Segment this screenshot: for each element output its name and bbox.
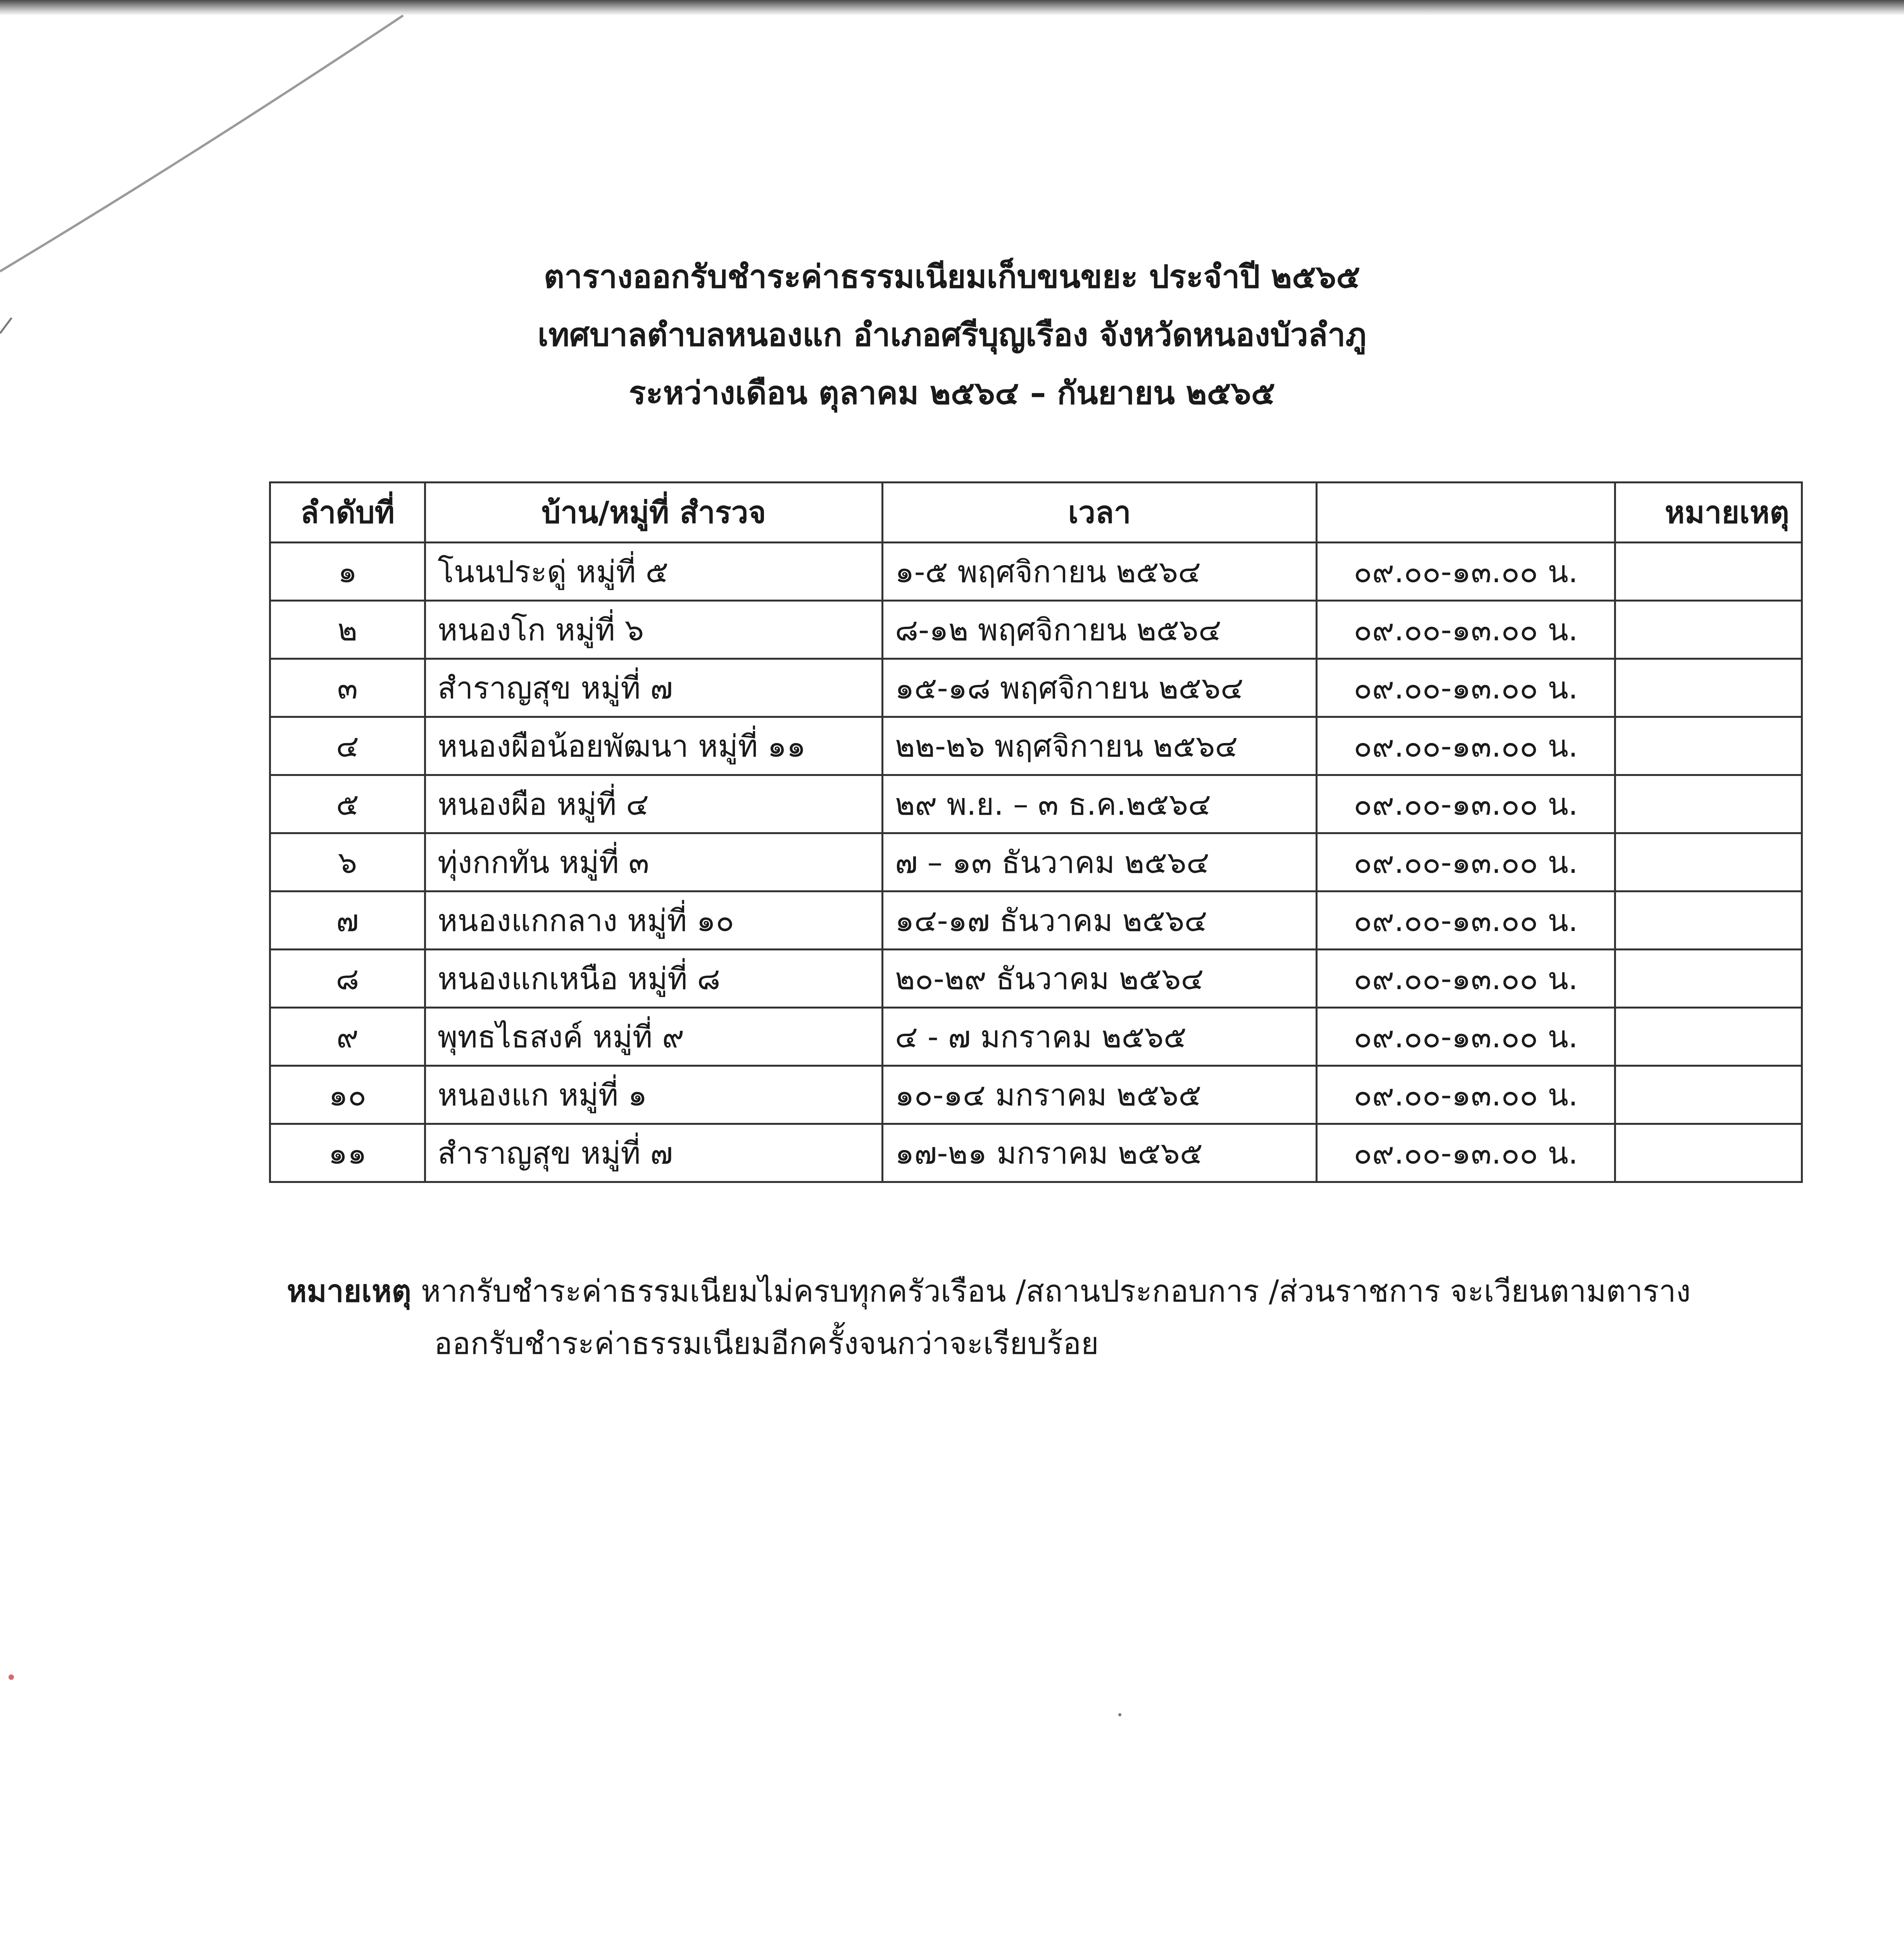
cell-date: ๑๔-๑๗ ธันวาคม ๒๕๖๔ bbox=[883, 891, 1317, 950]
cell-remark bbox=[1615, 1066, 1802, 1124]
cell-village: สำราญสุข หมู่ที่ ๗ bbox=[425, 1124, 883, 1182]
cell-village: พุทธไธสงค์ หมู่ที่ ๙ bbox=[425, 1008, 883, 1066]
header-date: เวลา bbox=[883, 483, 1317, 543]
cell-time: ๐๙.๐๐-๑๓.๐๐ น. bbox=[1317, 717, 1615, 775]
cell-remark bbox=[1615, 717, 1802, 775]
footnote bbox=[287, 1266, 1799, 1370]
table-row bbox=[270, 659, 1802, 717]
document-title bbox=[0, 248, 1904, 422]
table-row bbox=[270, 601, 1802, 659]
header-village: บ้าน/หมู่ที่ สำรวจ bbox=[425, 483, 883, 543]
scan-speck bbox=[1118, 1713, 1121, 1716]
footnote-line-1 bbox=[287, 1266, 1799, 1318]
cell-no: ๒ bbox=[270, 601, 425, 659]
cell-no: ๖ bbox=[270, 833, 425, 891]
table-row bbox=[270, 1066, 1802, 1124]
cell-village: ทุ่งกกทัน หมู่ที่ ๓ bbox=[425, 833, 883, 891]
cell-date: ๒๐-๒๙ ธันวาคม ๒๕๖๔ bbox=[883, 950, 1317, 1008]
footnote-text-2: ออกรับชำระค่าธรรมเนียมอีกครั้งจนกว่าจะเรียบร้อย bbox=[434, 1326, 1099, 1361]
cell-no: ๕ bbox=[270, 775, 425, 833]
cell-time: ๐๙.๐๐-๑๓.๐๐ น. bbox=[1317, 891, 1615, 950]
title-line-2: เทศบาลตำบลหนองแก อำเภอศรีบุญเรือง จังหวัดหนองบัวลำภู bbox=[537, 317, 1367, 353]
cell-date: ๔ - ๗ มกราคม ๒๕๖๕ bbox=[883, 1008, 1317, 1066]
collection-schedule-table bbox=[269, 481, 1803, 1183]
cell-time: ๐๙.๐๐-๑๓.๐๐ น. bbox=[1317, 601, 1615, 659]
footnote-text-1: หากรับชำระค่าธรรมเนียมไม่ครบทุกครัวเรือน /สถานประกอบการ /ส่วนราชการ จะเวียนตามตาราง bbox=[421, 1274, 1691, 1309]
cell-date: ๑-๕ พฤศจิกายน ๒๕๖๔ bbox=[883, 543, 1317, 601]
cell-village: โนนประดู่ หมู่ที่ ๕ bbox=[425, 543, 883, 601]
cell-no: ๓ bbox=[270, 659, 425, 717]
cell-date: ๗ – ๑๓ ธันวาคม ๒๕๖๔ bbox=[883, 833, 1317, 891]
cell-village: หนองแกกลาง หมู่ที่ ๑๐ bbox=[425, 891, 883, 950]
cell-time: ๐๙.๐๐-๑๓.๐๐ น. bbox=[1317, 775, 1615, 833]
cell-time: ๐๙.๐๐-๑๓.๐๐ น. bbox=[1317, 1066, 1615, 1124]
table-row bbox=[270, 717, 1802, 775]
table-row bbox=[270, 891, 1802, 950]
cell-remark bbox=[1615, 1124, 1802, 1182]
cell-no: ๑ bbox=[270, 543, 425, 601]
cell-village: หนองโก หมู่ที่ ๖ bbox=[425, 601, 883, 659]
title-line-3: ระหว่างเดือน ตุลาคม ๒๕๖๔ – กันยายน ๒๕๖๕ bbox=[629, 375, 1275, 412]
cell-remark bbox=[1615, 891, 1802, 950]
table-header-row bbox=[270, 483, 1802, 543]
header-no: ลำดับที่ bbox=[270, 483, 425, 543]
cell-date: ๘-๑๒ พฤศจิกายน ๒๕๖๔ bbox=[883, 601, 1317, 659]
table-row bbox=[270, 1124, 1802, 1182]
cell-remark bbox=[1615, 1008, 1802, 1066]
table-row bbox=[270, 775, 1802, 833]
cell-village: หนองผือ หมู่ที่ ๔ bbox=[425, 775, 883, 833]
cell-date: ๒๙ พ.ย. – ๓ ธ.ค.๒๕๖๔ bbox=[883, 775, 1317, 833]
cell-time: ๐๙.๐๐-๑๓.๐๐ น. bbox=[1317, 833, 1615, 891]
table-row bbox=[270, 1008, 1802, 1066]
cell-village: สำราญสุข หมู่ที่ ๗ bbox=[425, 659, 883, 717]
cell-time: ๐๙.๐๐-๑๓.๐๐ น. bbox=[1317, 1008, 1615, 1066]
cell-village: หนองผือน้อยพัฒนา หมู่ที่ ๑๑ bbox=[425, 717, 883, 775]
table-row bbox=[270, 543, 1802, 601]
cell-remark bbox=[1615, 601, 1802, 659]
cell-no: ๑๑ bbox=[270, 1124, 425, 1182]
cell-no: ๘ bbox=[270, 950, 425, 1008]
scan-speck-red bbox=[9, 1674, 14, 1680]
cell-remark bbox=[1615, 950, 1802, 1008]
cell-date: ๑๕-๑๘ พฤศจิกายน ๒๕๖๔ bbox=[883, 659, 1317, 717]
footnote-label: หมายเหตุ bbox=[287, 1274, 412, 1309]
cell-remark bbox=[1615, 543, 1802, 601]
cell-no: ๗ bbox=[270, 891, 425, 950]
table-row bbox=[270, 950, 1802, 1008]
cell-no: ๙ bbox=[270, 1008, 425, 1066]
cell-time: ๐๙.๐๐-๑๓.๐๐ น. bbox=[1317, 543, 1615, 601]
cell-time: ๐๙.๐๐-๑๓.๐๐ น. bbox=[1317, 659, 1615, 717]
cell-remark bbox=[1615, 833, 1802, 891]
header-time bbox=[1317, 483, 1615, 543]
cell-village: หนองแกเหนือ หมู่ที่ ๘ bbox=[425, 950, 883, 1008]
cell-date: ๑๐-๑๔ มกราคม ๒๕๖๕ bbox=[883, 1066, 1317, 1124]
cell-village: หนองแก หมู่ที่ ๑ bbox=[425, 1066, 883, 1124]
title-line-1: ตารางออกรับชำระค่าธรรมเนียมเก็บขนขยะ ประจำปี ๒๕๖๕ bbox=[543, 259, 1361, 295]
cell-no: ๑๐ bbox=[270, 1066, 425, 1124]
cell-remark bbox=[1615, 659, 1802, 717]
cell-time: ๐๙.๐๐-๑๓.๐๐ น. bbox=[1317, 1124, 1615, 1182]
header-remark: หมายเหตุ bbox=[1615, 483, 1802, 543]
cell-no: ๔ bbox=[270, 717, 425, 775]
cell-remark bbox=[1615, 775, 1802, 833]
cell-time: ๐๙.๐๐-๑๓.๐๐ น. bbox=[1317, 950, 1615, 1008]
cell-date: ๒๒-๒๖ พฤศจิกายน ๒๕๖๔ bbox=[883, 717, 1317, 775]
cell-date: ๑๗-๒๑ มกราคม ๒๕๖๕ bbox=[883, 1124, 1317, 1182]
table-row bbox=[270, 833, 1802, 891]
